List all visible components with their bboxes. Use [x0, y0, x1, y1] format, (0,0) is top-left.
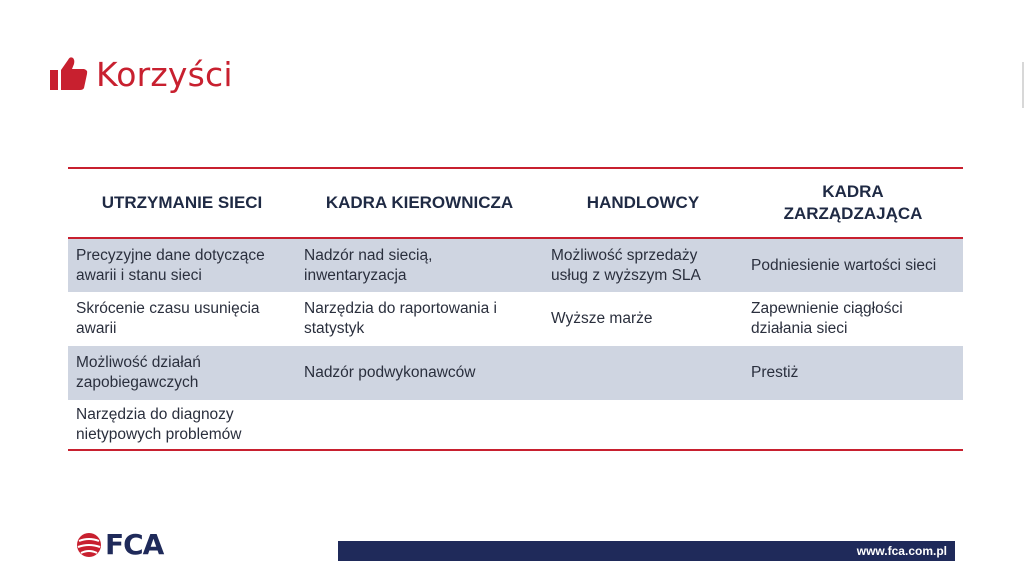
table-row: [68, 346, 963, 400]
table-cell: [543, 346, 743, 400]
header-kadra-zarzadzajaca: KADRA ZARZĄDZAJĄCA: [783, 182, 923, 223]
table-cell: Prestiż: [743, 346, 963, 400]
table-cell: [296, 400, 543, 450]
footer-url[interactable]: www.fca.com.pl: [856, 544, 947, 558]
fca-logo: [75, 530, 163, 560]
table-row: [68, 400, 963, 450]
slide-title: [50, 54, 233, 94]
table-cell: Podniesienie wartości sieci: [743, 238, 963, 292]
table-cell: Możliwość działań zapobiegawczych: [68, 346, 296, 400]
table-cell: [543, 400, 743, 450]
footer-bar: [338, 541, 955, 561]
header-utrzymanie-sieci: UTRZYMANIE SIECI: [101, 193, 263, 212]
table-cell: Wyższe marże: [543, 292, 743, 346]
fca-ball-icon: [75, 531, 103, 559]
table-cell: Narzędzia do diagnozy nietypowych problemów: [68, 400, 296, 450]
header-handlowcy: HANDLOWCY: [586, 193, 700, 212]
table-cell: Nadzór podwykonawców: [296, 346, 543, 400]
table-row: [68, 238, 963, 292]
logo-text: FCA: [105, 528, 164, 561]
table-cell: Zapewnienie ciągłości działania sieci: [743, 292, 963, 346]
table-cell: [743, 400, 963, 450]
table-row: [68, 292, 963, 346]
page-title: Korzyści: [96, 54, 233, 94]
table-cell: Narzędzia do raportowania i statystyk: [296, 292, 543, 346]
table-header-row: [68, 168, 963, 238]
benefits-table: [68, 167, 963, 451]
table-cell: Precyzyjne dane dotyczące awarii i stanu sieci: [68, 238, 296, 292]
table-cell: Nadzór nad siecią, inwentaryzacja: [296, 238, 543, 292]
table-cell: Skrócenie czasu usunięcia awarii: [68, 292, 296, 346]
thumbs-up-icon: [50, 56, 88, 92]
header-kadra-kierownicza: KADRA KIEROWNICZA: [325, 193, 514, 212]
table-cell: Możliwość sprzedaży usług z wyższym SLA: [543, 238, 743, 292]
